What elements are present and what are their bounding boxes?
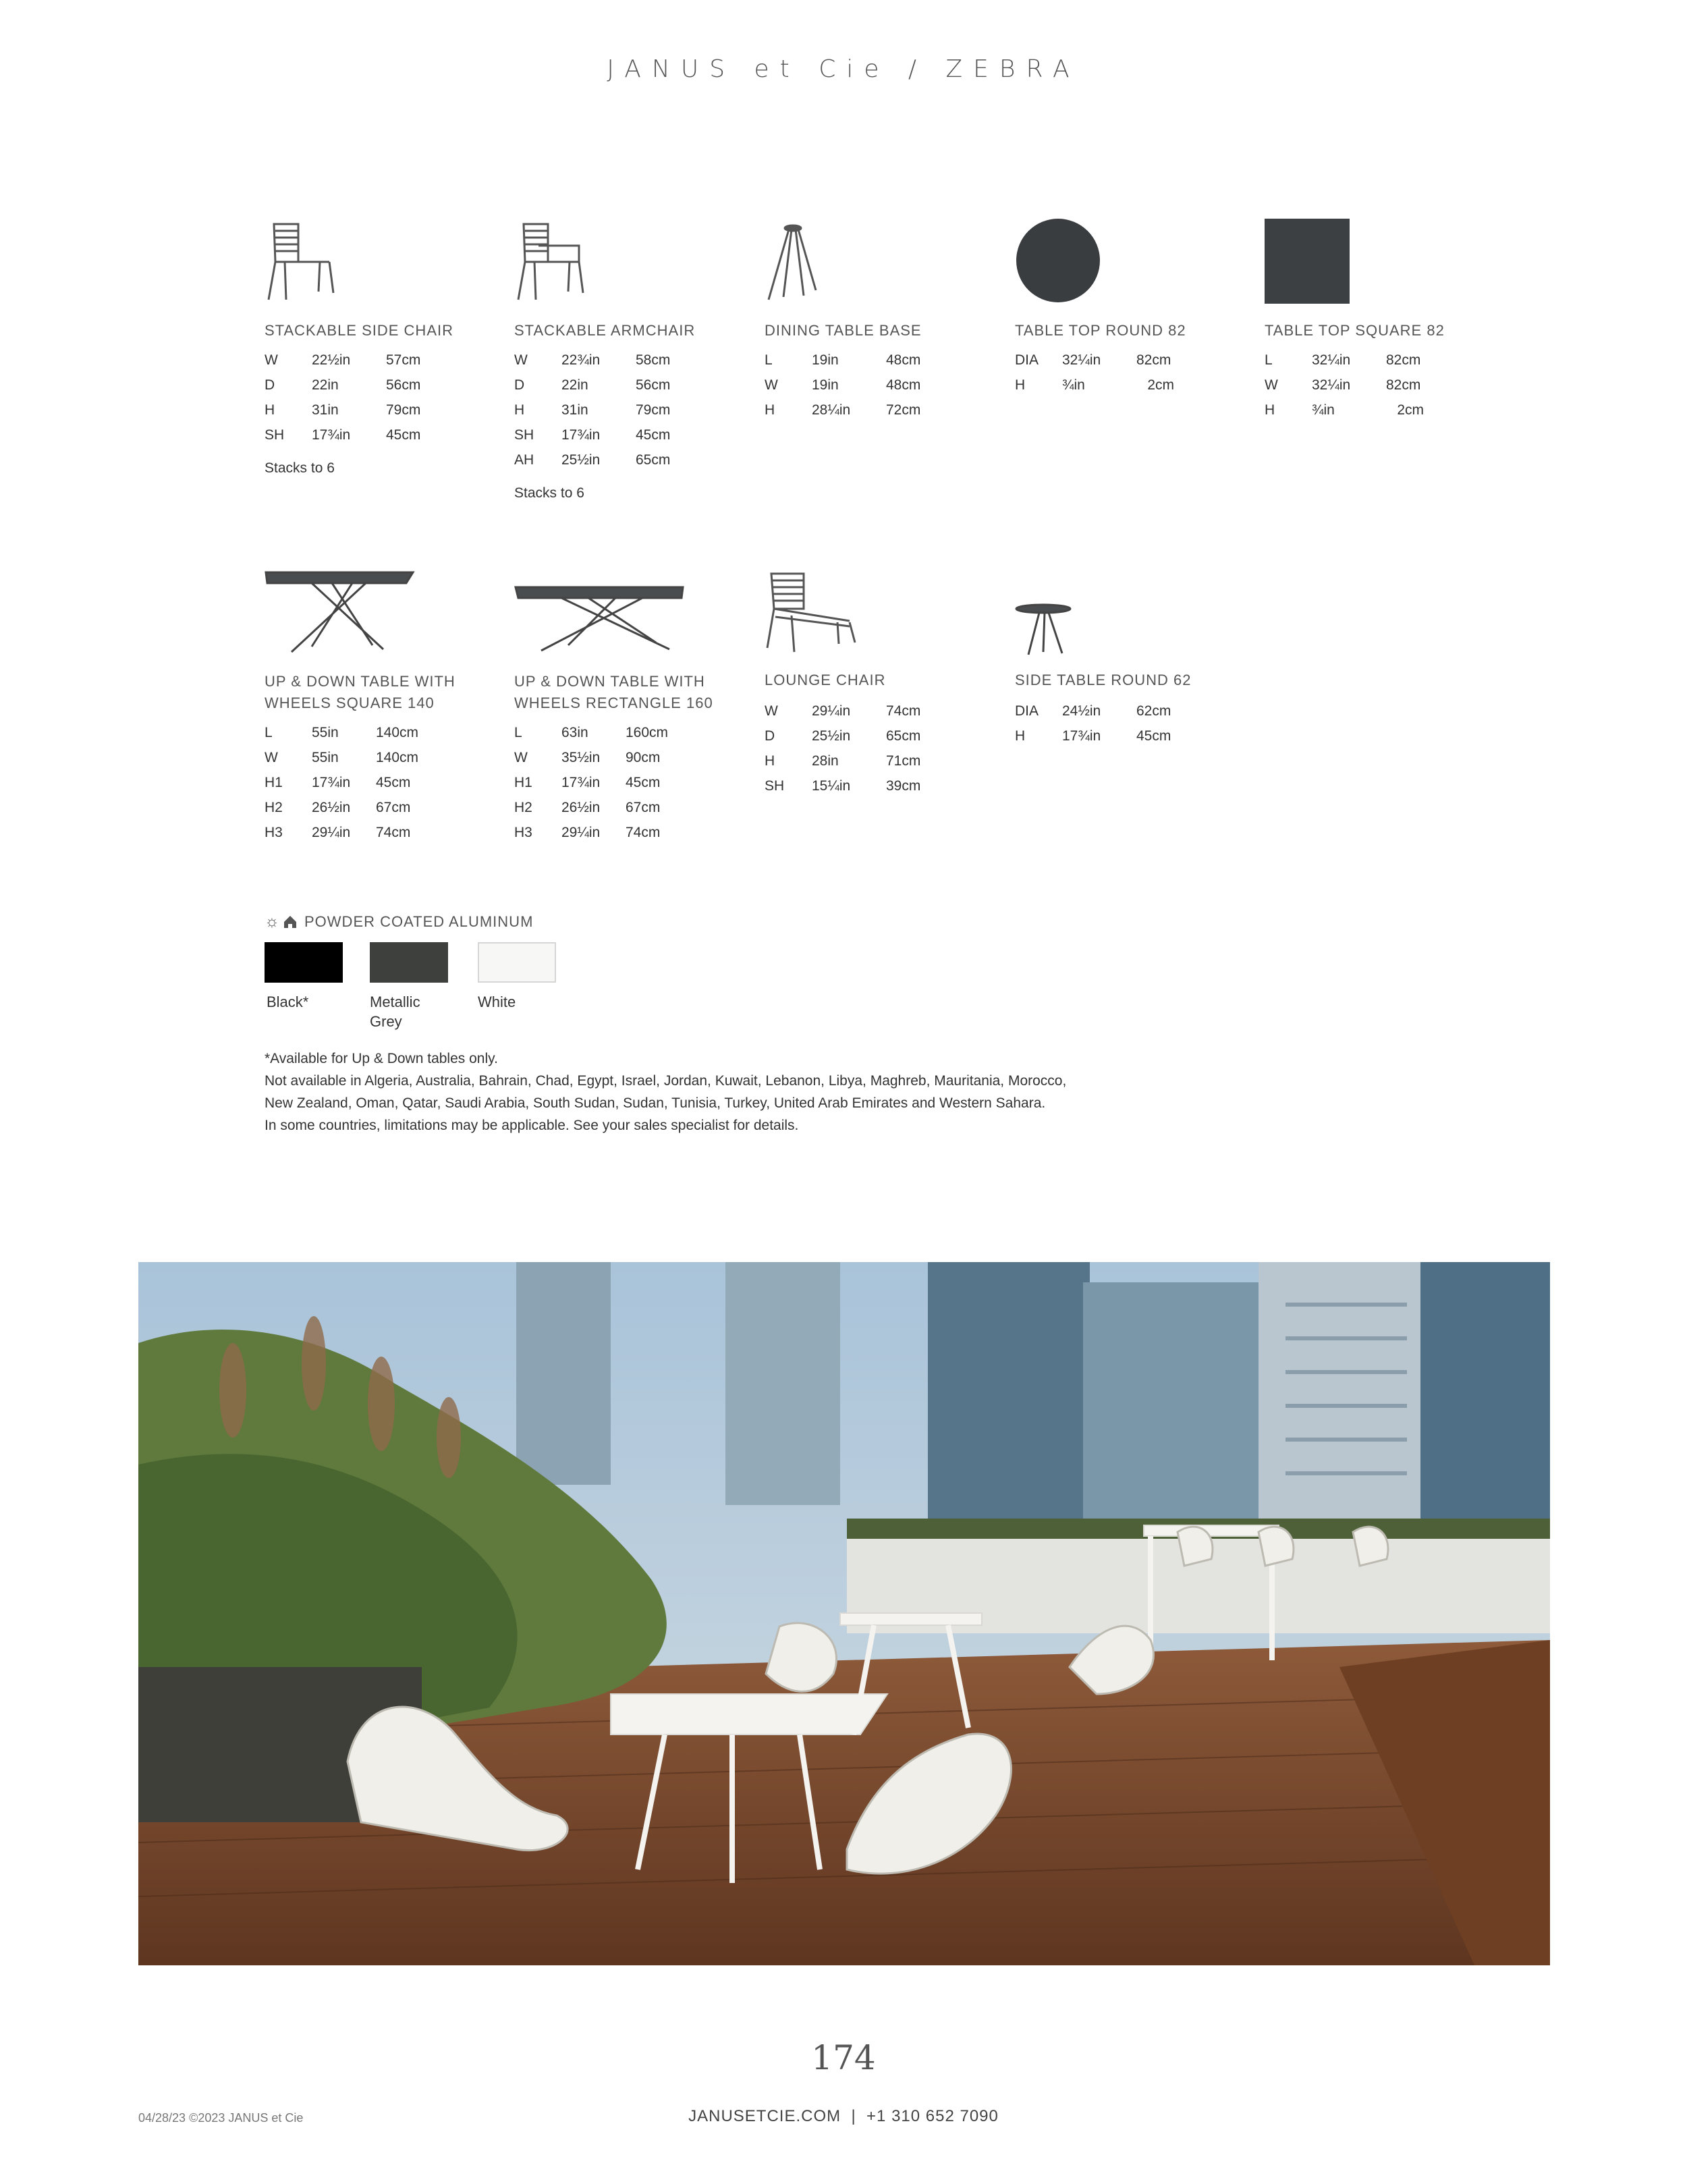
- dimensions-table: [1015, 703, 1211, 753]
- dim-key: SH: [265, 427, 285, 443]
- product-name: UP & DOWN TABLE WITH WHEELS SQUARE 140: [265, 673, 455, 711]
- dim-cm: 72cm: [886, 402, 921, 418]
- dim-cm: 57cm: [386, 352, 421, 368]
- dim-key: L: [765, 352, 773, 368]
- side-chair-image: [265, 217, 480, 319]
- dim-cm: 140cm: [376, 725, 419, 740]
- swatch-black: [265, 942, 343, 983]
- dimension-row: [265, 725, 450, 750]
- dim-cm: 45cm: [376, 775, 411, 790]
- armchair-image: [514, 217, 730, 319]
- dim-inches: 31in: [561, 402, 588, 418]
- dimension-row: [1015, 377, 1211, 402]
- dim-cm: 39cm: [886, 778, 921, 794]
- dim-key: W: [514, 352, 528, 368]
- dim-key: H3: [265, 825, 283, 840]
- dim-inches: 22½in: [312, 352, 351, 368]
- page-header-title: JANUS et Cie / ZEBRA: [607, 55, 1080, 83]
- dimension-row: [765, 352, 960, 377]
- dimension-row: [265, 352, 460, 377]
- dimension-row: [765, 402, 960, 427]
- dim-key: D: [514, 377, 525, 393]
- dim-inches: 55in: [312, 750, 339, 765]
- product-name: UP & DOWN TABLE WITH WHEELS RECTANGLE 160: [514, 673, 713, 711]
- up-down-rectangle-table-image: [514, 568, 730, 670]
- dimension-row: [1015, 352, 1211, 377]
- dimension-row: [765, 703, 960, 728]
- dim-cm: 90cm: [626, 750, 661, 765]
- dim-cm: 56cm: [386, 377, 421, 393]
- product-name: TABLE TOP ROUND 82: [1015, 322, 1186, 339]
- dim-cm: 2cm: [1397, 402, 1424, 418]
- table-base-image: [765, 217, 980, 319]
- footnotes: [265, 1047, 1412, 1137]
- dim-cm: 48cm: [886, 377, 921, 393]
- dim-inches: 32¼in: [1062, 352, 1101, 368]
- lounge-chair-image: [765, 568, 980, 670]
- dim-key: W: [514, 750, 528, 765]
- dim-key: SH: [514, 427, 534, 443]
- dim-cm: 58cm: [636, 352, 671, 368]
- swatch-label-black: Black*: [267, 993, 309, 1010]
- swatch-metallic-grey: [370, 942, 448, 983]
- dim-inches: 29¼in: [312, 825, 351, 840]
- page-number: 174: [811, 2038, 876, 2077]
- dimension-row: [514, 427, 710, 452]
- dimension-row: [514, 352, 710, 377]
- dim-cm: 62cm: [1136, 703, 1171, 719]
- dim-key: H: [265, 402, 275, 418]
- dim-key: H: [1265, 402, 1275, 418]
- dim-inches: ¾in: [1062, 377, 1085, 393]
- dim-cm: 45cm: [626, 775, 661, 790]
- dimension-row: [265, 402, 460, 427]
- dim-key: W: [265, 750, 278, 765]
- dim-key: W: [1265, 377, 1278, 393]
- dim-inches: 22in: [561, 377, 588, 393]
- up-down-square-table-image: [265, 568, 480, 670]
- dimension-row: [514, 775, 700, 800]
- swatch-label-metallic-grey: Metallic Grey: [370, 993, 420, 1030]
- dim-cm: 82cm: [1386, 352, 1421, 368]
- dimensions-table: [514, 352, 710, 477]
- dim-cm: 79cm: [386, 402, 421, 418]
- dimension-row: [514, 750, 700, 775]
- dim-inches: 29¼in: [812, 703, 851, 719]
- dim-cm: 140cm: [376, 750, 419, 765]
- dim-key: SH: [765, 778, 785, 794]
- dim-inches: 28¼in: [812, 402, 851, 418]
- dimension-row: [265, 427, 460, 452]
- dim-inches: 26½in: [561, 800, 601, 815]
- dim-inches: ¾in: [1312, 402, 1335, 418]
- product-name: STACKABLE SIDE CHAIR: [265, 322, 453, 339]
- dimension-row: [514, 825, 700, 850]
- dimension-row: [765, 728, 960, 753]
- dim-key: H3: [514, 825, 532, 840]
- dim-inches: 17¾in: [561, 775, 601, 790]
- dimension-row: [514, 725, 700, 750]
- dimension-row: [514, 800, 700, 825]
- dim-cm: 2cm: [1147, 377, 1174, 393]
- dim-inches: 17¾in: [312, 775, 351, 790]
- dim-cm: 65cm: [636, 452, 671, 468]
- dim-cm: 160cm: [626, 725, 669, 740]
- dim-inches: 19in: [812, 352, 839, 368]
- product-name: LOUNGE CHAIR: [765, 672, 886, 688]
- dim-cm: 48cm: [886, 352, 921, 368]
- footer-copyright: 04/28/23 ©2023 JANUS et Cie: [138, 2111, 304, 2125]
- dimension-row: [514, 452, 710, 477]
- dimension-row: [265, 775, 450, 800]
- dimensions-table: [265, 352, 460, 452]
- dimension-row: [1015, 728, 1211, 753]
- dimensions-table: [514, 725, 700, 850]
- dim-cm: 82cm: [1136, 352, 1171, 368]
- dim-inches: 17¾in: [312, 427, 351, 443]
- product-name: SIDE TABLE ROUND 62: [1015, 672, 1192, 688]
- dim-key: H: [765, 753, 775, 769]
- dim-cm: 67cm: [626, 800, 661, 815]
- dim-key: H2: [514, 800, 532, 815]
- dim-key: D: [265, 377, 275, 393]
- dim-inches: 28in: [812, 753, 839, 769]
- dim-cm: 82cm: [1386, 377, 1421, 393]
- dim-key: D: [765, 728, 775, 744]
- dimensions-table: [265, 725, 450, 850]
- dim-key: H1: [514, 775, 532, 790]
- dim-cm: 74cm: [626, 825, 661, 840]
- dim-inches: 32¼in: [1312, 352, 1351, 368]
- dim-key: L: [1265, 352, 1273, 368]
- rooftop-terrace-photo: [138, 1262, 1550, 1965]
- dimension-row: [1265, 402, 1460, 427]
- dim-inches: 15¼in: [812, 778, 851, 794]
- dim-key: H1: [265, 775, 283, 790]
- dim-inches: 32¼in: [1312, 377, 1351, 393]
- footnote-line: Not available in Algeria, Australia, Bahrain, Chad, Egypt, Israel, Jordan, Kuwait, Lebanon, Libya, Maghreb, Mauritania, Morocco,: [265, 1073, 1067, 1089]
- finish-title-text: POWDER COATED ALUMINUM: [304, 913, 534, 930]
- dim-key: L: [514, 725, 522, 740]
- square-table-top-image: [1265, 217, 1481, 319]
- dim-inches: 25½in: [812, 728, 851, 744]
- footnote-line: New Zealand, Oman, Qatar, Saudi Arabia, South Sudan, Sudan, Tunisia, Turkey, United Arab Emirates and Western Sahara.: [265, 1095, 1046, 1111]
- footnote-line: In some countries, limitations may be applicable. See your sales specialist for details.: [265, 1118, 799, 1133]
- stacking-note: Stacks to 6: [265, 460, 335, 476]
- dim-key: L: [265, 725, 273, 740]
- footnote-line: *Available for Up & Down tables only.: [265, 1051, 498, 1066]
- dim-inches: 22in: [312, 377, 339, 393]
- dim-inches: 55in: [312, 725, 339, 740]
- dimension-row: [1265, 352, 1460, 377]
- dim-cm: 71cm: [886, 753, 921, 769]
- dim-cm: 45cm: [1136, 728, 1171, 744]
- dim-key: W: [765, 703, 778, 719]
- side-table-image: [1015, 568, 1231, 670]
- dim-inches: 19in: [812, 377, 839, 393]
- dim-inches: 17¾in: [561, 427, 601, 443]
- dim-key: AH: [514, 452, 534, 468]
- dim-key: H: [765, 402, 775, 418]
- dim-key: H: [1015, 377, 1026, 393]
- dimension-row: [265, 377, 460, 402]
- product-name: STACKABLE ARMCHAIR: [514, 322, 696, 339]
- dim-cm: 74cm: [376, 825, 411, 840]
- dimension-row: [514, 377, 710, 402]
- dimension-row: [1015, 703, 1211, 728]
- dim-cm: 65cm: [886, 728, 921, 744]
- dimension-row: [514, 402, 710, 427]
- finish-title: [265, 912, 533, 931]
- dim-cm: 56cm: [636, 377, 671, 393]
- dim-cm: 45cm: [386, 427, 421, 443]
- dimension-row: [265, 825, 450, 850]
- dim-cm: 67cm: [376, 800, 411, 815]
- dimension-row: [1265, 377, 1460, 402]
- dim-cm: 74cm: [886, 703, 921, 719]
- dim-inches: 17¾in: [1062, 728, 1101, 744]
- house-icon: [283, 914, 298, 929]
- sun-icon: ☼: [265, 912, 280, 931]
- dim-key: DIA: [1015, 703, 1039, 719]
- dimension-row: [765, 778, 960, 803]
- dim-key: H: [1015, 728, 1026, 744]
- dim-inches: 24½in: [1062, 703, 1101, 719]
- dim-inches: 63in: [561, 725, 588, 740]
- dim-inches: 26½in: [312, 800, 351, 815]
- dimensions-table: [1015, 352, 1211, 402]
- dim-inches: 29¼in: [561, 825, 601, 840]
- dimension-row: [765, 377, 960, 402]
- swatch-label-white: White: [478, 993, 516, 1010]
- swatch-white: [478, 942, 556, 983]
- dimensions-table: [765, 352, 960, 427]
- product-name: DINING TABLE BASE: [765, 322, 922, 339]
- dim-inches: 35½in: [561, 750, 601, 765]
- dimension-row: [265, 750, 450, 775]
- dim-inches: 25½in: [561, 452, 601, 468]
- dim-key: W: [265, 352, 278, 368]
- dim-inches: 22¾in: [561, 352, 601, 368]
- dim-cm: 45cm: [636, 427, 671, 443]
- footer-contact: JANUSETCIE.COM | +1 310 652 7090: [688, 2107, 999, 2125]
- dim-key: W: [765, 377, 778, 393]
- dimensions-table: [1265, 352, 1460, 427]
- dim-inches: 31in: [312, 402, 339, 418]
- product-name: TABLE TOP SQUARE 82: [1265, 322, 1445, 339]
- dim-cm: 79cm: [636, 402, 671, 418]
- dim-key: H2: [265, 800, 283, 815]
- dim-key: H: [514, 402, 525, 418]
- dimension-row: [265, 800, 450, 825]
- stacking-note: Stacks to 6: [514, 485, 584, 501]
- dimensions-table: [765, 703, 960, 803]
- dimension-row: [765, 753, 960, 778]
- round-table-top-image: [1015, 217, 1231, 319]
- dim-key: DIA: [1015, 352, 1039, 368]
